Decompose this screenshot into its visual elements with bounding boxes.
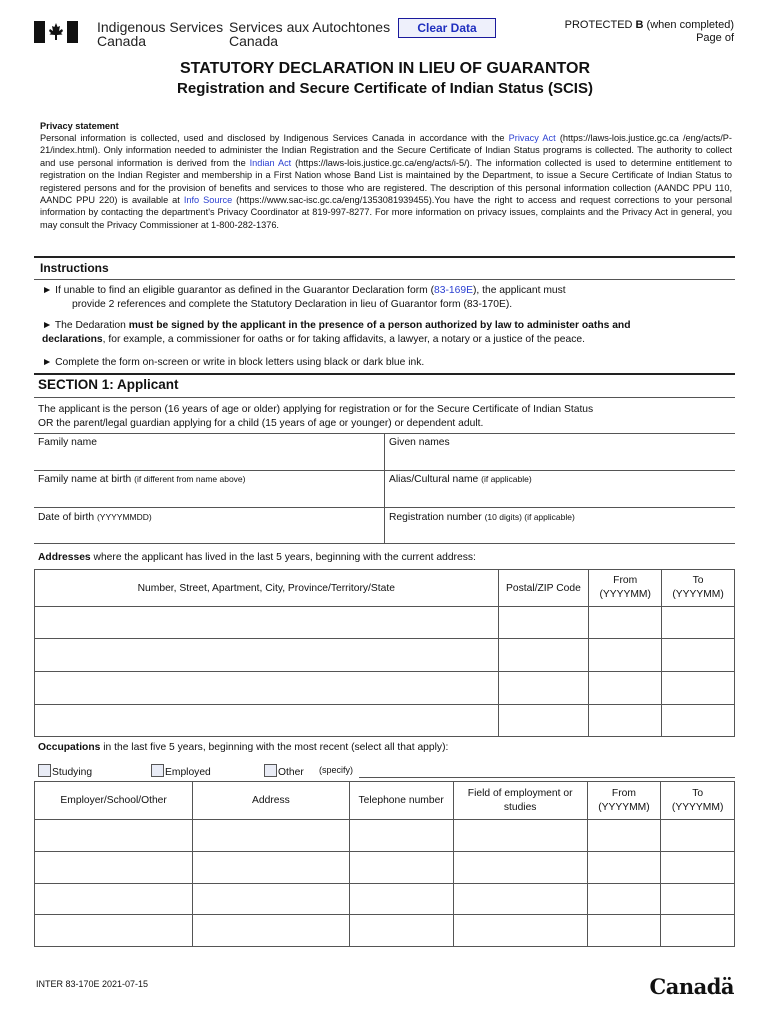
addresses-label: Addresses where the applicant has lived in the last 5 years, beginning with the current address: bbox=[38, 552, 476, 563]
to-date-input[interactable] bbox=[662, 705, 735, 737]
protected-label: PROTECTED B (when completed) Page of bbox=[564, 19, 734, 44]
clear-data-button[interactable]: Clear Data bbox=[398, 18, 496, 38]
occ-address-input[interactable] bbox=[193, 852, 349, 884]
from-column-header: From (YYYYMM) bbox=[589, 570, 662, 607]
instructions-heading: Instructions bbox=[40, 261, 109, 275]
table-row bbox=[35, 820, 735, 852]
postal-code-input[interactable] bbox=[498, 639, 589, 672]
instruction-item-3: ► Complete the form on-screen or write in block letters using black or dark blue ink. bbox=[42, 357, 425, 368]
info-source-link[interactable]: Info Source bbox=[183, 195, 233, 206]
family-name-at-birth-field[interactable]: Family name at birth (if different from name above) bbox=[38, 474, 246, 485]
employed-checkbox[interactable]: Employed bbox=[151, 764, 211, 780]
page-number: Page of bbox=[696, 32, 734, 44]
field-input[interactable] bbox=[453, 884, 587, 915]
address-input[interactable] bbox=[35, 705, 499, 737]
occ-to-input[interactable] bbox=[661, 820, 735, 852]
address-input[interactable] bbox=[35, 672, 499, 705]
field-column-header: Field of employment or studies bbox=[453, 782, 587, 820]
privacy-act-link[interactable]: Privacy Act bbox=[508, 133, 556, 143]
occ-to-input[interactable] bbox=[661, 884, 735, 915]
from-date-input[interactable] bbox=[589, 639, 662, 672]
to-date-input[interactable] bbox=[662, 607, 735, 639]
from-date-input[interactable] bbox=[589, 672, 662, 705]
studying-checkbox[interactable]: Studying bbox=[38, 764, 92, 780]
occ-address-input[interactable] bbox=[193, 884, 349, 915]
postal-code-input[interactable] bbox=[498, 672, 589, 705]
employer-column-header: Employer/School/Other bbox=[35, 782, 193, 820]
department-name-en: Indigenous Services Canada bbox=[97, 19, 224, 49]
department-name-fr: Services aux Autochtones Canada bbox=[229, 19, 391, 49]
postal-code-column-header: Postal/ZIP Code bbox=[498, 570, 589, 607]
occ-address-input[interactable] bbox=[193, 915, 349, 947]
table-row bbox=[35, 639, 735, 672]
alias-cultural-name-field[interactable]: Alias/Cultural name (if applicable) bbox=[389, 474, 532, 485]
employer-input[interactable] bbox=[35, 852, 193, 884]
occ-from-input[interactable] bbox=[587, 884, 661, 915]
date-of-birth-field[interactable]: Date of birth (YYYYMMDD) bbox=[38, 512, 152, 523]
table-row bbox=[35, 884, 735, 915]
table-row bbox=[35, 705, 735, 737]
occ-from-input[interactable] bbox=[587, 852, 661, 884]
to-date-input[interactable] bbox=[662, 672, 735, 705]
from-date-input[interactable] bbox=[589, 607, 662, 639]
guarantor-form-link[interactable]: 83-169E bbox=[434, 285, 473, 296]
table-row bbox=[35, 915, 735, 947]
occ-from-input[interactable] bbox=[587, 820, 661, 852]
occ-address-column-header: Address bbox=[193, 782, 349, 820]
other-specify-input[interactable] bbox=[359, 777, 735, 778]
occ-to-input[interactable] bbox=[661, 915, 735, 947]
instruction-item-1: ► If unable to find an eligible guarantor as defined in the Guarantor Declaration form (83-169E), the applicant must provide 2 references and complete the Statutory Declaration in lieu of Guarantor form (83-170E). bbox=[42, 285, 566, 310]
form-number: INTER 83-170E 2021-07-15 bbox=[36, 979, 149, 989]
telephone-column-header: Telephone number bbox=[349, 782, 453, 820]
telephone-input[interactable] bbox=[349, 884, 453, 915]
occ-from-column-header: From (YYYYMM) bbox=[587, 782, 661, 820]
section-1-title: SECTION 1: Applicant bbox=[38, 377, 179, 392]
other-checkbox[interactable]: Other bbox=[264, 764, 304, 780]
telephone-input[interactable] bbox=[349, 820, 453, 852]
specify-label: (specify) bbox=[319, 765, 354, 775]
to-date-input[interactable] bbox=[662, 639, 735, 672]
occ-address-input[interactable] bbox=[193, 820, 349, 852]
given-names-field[interactable]: Given names bbox=[389, 437, 450, 448]
occ-to-input[interactable] bbox=[661, 852, 735, 884]
occ-from-input[interactable] bbox=[587, 915, 661, 947]
canada-flag-logo bbox=[34, 21, 78, 43]
field-input[interactable] bbox=[453, 915, 587, 947]
family-name-field[interactable]: Family name bbox=[38, 437, 97, 448]
addresses-table bbox=[34, 569, 735, 737]
instruction-item-2: ► The Dedaration must be signed by the applicant in the presence of a person authorized by law to administer oaths and declarations, for example, a commissioner for oaths or for taking affidavits, a lawyer, a notary or a justice of the peace. bbox=[42, 320, 631, 345]
field-input[interactable] bbox=[453, 852, 587, 884]
form-subtitle: Registration and Secure Certificate of Indian Status (SCIS) bbox=[177, 80, 593, 97]
table-row bbox=[35, 607, 735, 639]
employer-input[interactable] bbox=[35, 820, 193, 852]
address-input[interactable] bbox=[35, 607, 499, 639]
field-input[interactable] bbox=[453, 820, 587, 852]
form-title: STATUTORY DECLARATION IN LIEU OF GUARANTOR bbox=[179, 60, 591, 77]
telephone-input[interactable] bbox=[349, 915, 453, 947]
table-row bbox=[35, 672, 735, 705]
section-1-intro: The applicant is the person (16 years of age or older) applying for registration or for the Secure Certificate of Indian Status OR the parent/legal guardian applying for a child (15 years of age or younger) or dependent adult. bbox=[38, 404, 594, 429]
indian-act-link[interactable]: Indian Act bbox=[249, 157, 292, 168]
to-column-header: To (YYYYMM) bbox=[662, 570, 735, 607]
telephone-input[interactable] bbox=[349, 852, 453, 884]
employer-input[interactable] bbox=[35, 915, 193, 947]
privacy-heading: Privacy statement bbox=[40, 121, 119, 131]
postal-code-input[interactable] bbox=[498, 607, 589, 639]
from-date-input[interactable] bbox=[589, 705, 662, 737]
address-column-header: Number, Street, Apartment, City, Province/Territory/State bbox=[35, 570, 499, 607]
occupations-table bbox=[34, 781, 735, 947]
occupations-label: Occupations in the last five 5 years, beginning with the most recent (select all that apply): bbox=[38, 742, 449, 753]
occ-to-column-header: To (YYYYMM) bbox=[661, 782, 735, 820]
postal-code-input[interactable] bbox=[498, 705, 589, 737]
address-input[interactable] bbox=[35, 639, 499, 672]
privacy-text: Personal information is collected, used and disclosed by Indigenous Services Canada in accordance with the Privacy Act (https://laws-lois.justice.gc.ca /eng/acts/P-21/index.html). Only information needed to administer the Indian Registration and the Secure Certificate of Indian Status programs is collected. The authority to collect and use personal information is derived from the Indian Act (https://laws-lois.justice.gc.ca/eng/acts/i-5/). The information collected is used to determine entitlement to registration on the Indian Register and membership in a First Nation whose Band List is maintained by the Department, to issue a Secure Certificate of Indian Status to registered persons and for the provision of benefits and services to those who are registered. The description of this personal information collection (AANDC PPU 110, AANDC PPU 220) is available at Info Source (https://www.sac-isc.gc.ca/eng/1353081939455).You have the right to access and request corrections to your personal information by contacting the department's Privacy Coordinator at 819-997-8277. For more information on privacy issues, complaints and the Privacy Act in general, you may consult the Privacy Commissioner at 1-800-282-1376. bbox=[40, 133, 732, 230]
employer-input[interactable] bbox=[35, 884, 193, 915]
registration-number-field[interactable]: Registration number (10 digits) (if applicable) bbox=[389, 512, 575, 523]
table-row bbox=[35, 852, 735, 884]
canada-wordmark: Canadä bbox=[649, 974, 734, 999]
